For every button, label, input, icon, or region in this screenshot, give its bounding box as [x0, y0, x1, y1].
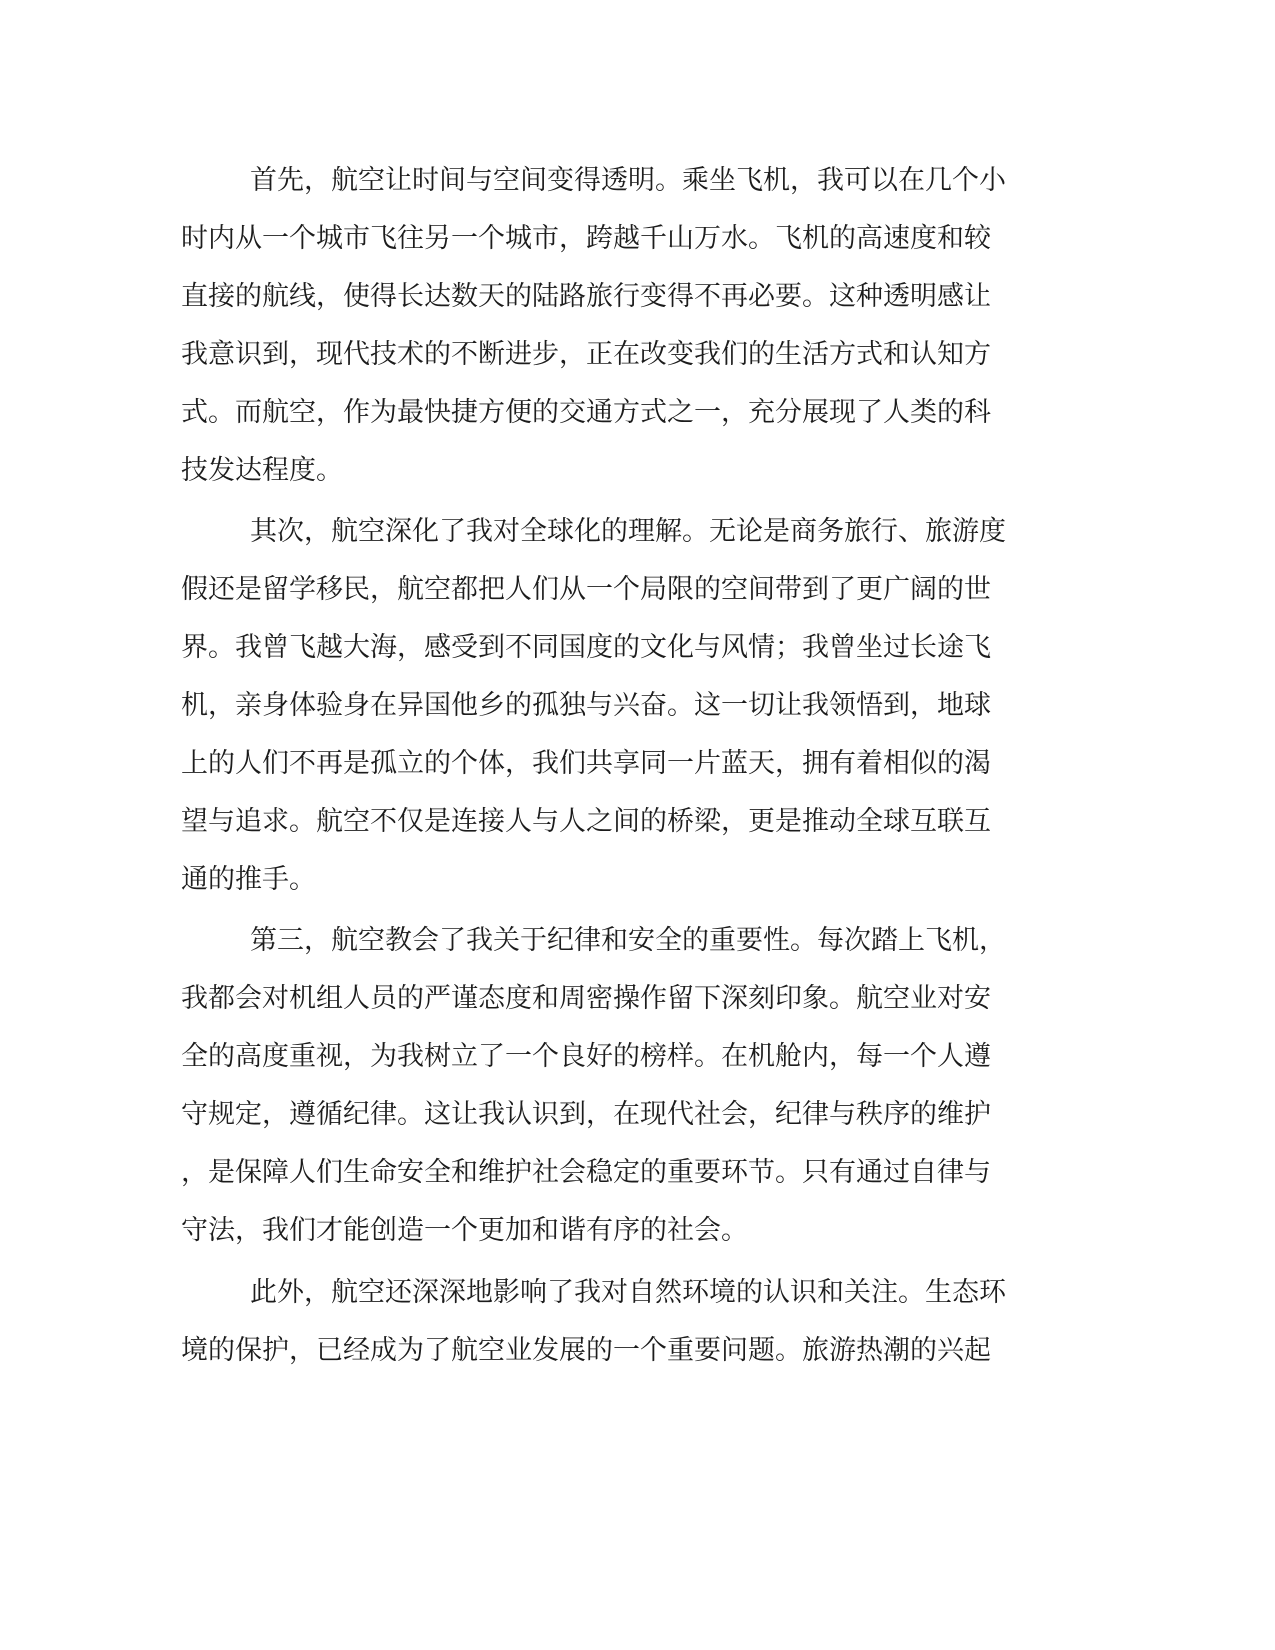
text-line: 望与追求。航空不仅是连接人与人之间的桥梁，更是推动全球互联互 [181, 806, 991, 837]
text-line: 式。而航空，作为最快捷方便的交通方式之一，充分展现了人类的科 [181, 397, 991, 428]
text-line: 时内从一个城市飞往另一个城市，跨越千山万水。飞机的高速度和较 [181, 223, 991, 254]
text-line: 境的保护，已经成为了航空业发展的一个重要问题。旅游热潮的兴起 [181, 1335, 991, 1366]
text-line: 第三，航空教会了我关于纪律和安全的重要性。每次踏上飞机， [250, 925, 1006, 956]
text-line: 假还是留学移民，航空都把人们从一个局限的空间带到了更广阔的世 [181, 574, 991, 605]
text-line: 守法，我们才能创造一个更加和谐有序的社会。 [181, 1215, 748, 1246]
text-line: 机，亲身体验身在异国他乡的孤独与兴奋。这一切让我领悟到，地球 [181, 690, 991, 721]
text-line: 全的高度重视，为我树立了一个良好的榜样。在机舱内，每一个人遵 [181, 1041, 991, 1072]
text-line: 我都会对机组人员的严谨态度和周密操作留下深刻印象。航空业对安 [181, 983, 991, 1014]
text-line: 首先，航空让时间与空间变得透明。乘坐飞机，我可以在几个小 [250, 165, 1006, 196]
text-line: 我意识到，现代技术的不断进步，正在改变我们的生活方式和认知方 [181, 339, 991, 370]
text-line: 守规定，遵循纪律。这让我认识到，在现代社会，纪律与秩序的维护 [181, 1099, 991, 1130]
text-line: 通的推手。 [181, 864, 316, 895]
text-line: 界。我曾飞越大海，感受到不同国度的文化与风情；我曾坐过长途飞 [181, 632, 991, 663]
text-line: 技发达程度。 [181, 455, 343, 486]
text-line: 直接的航线，使得长达数天的陆路旅行变得不再必要。这种透明感让 [181, 281, 991, 312]
text-line: 其次，航空深化了我对全球化的理解。无论是商务旅行、旅游度 [250, 516, 1006, 547]
text-line: ，是保障人们生命安全和维护社会稳定的重要环节。只有通过自律与 [181, 1157, 991, 1188]
text-line: 上的人们不再是孤立的个体，我们共享同一片蓝天，拥有着相似的渴 [181, 748, 991, 779]
text-line: 此外，航空还深深地影响了我对自然环境的认识和关注。生态环 [250, 1277, 1006, 1308]
